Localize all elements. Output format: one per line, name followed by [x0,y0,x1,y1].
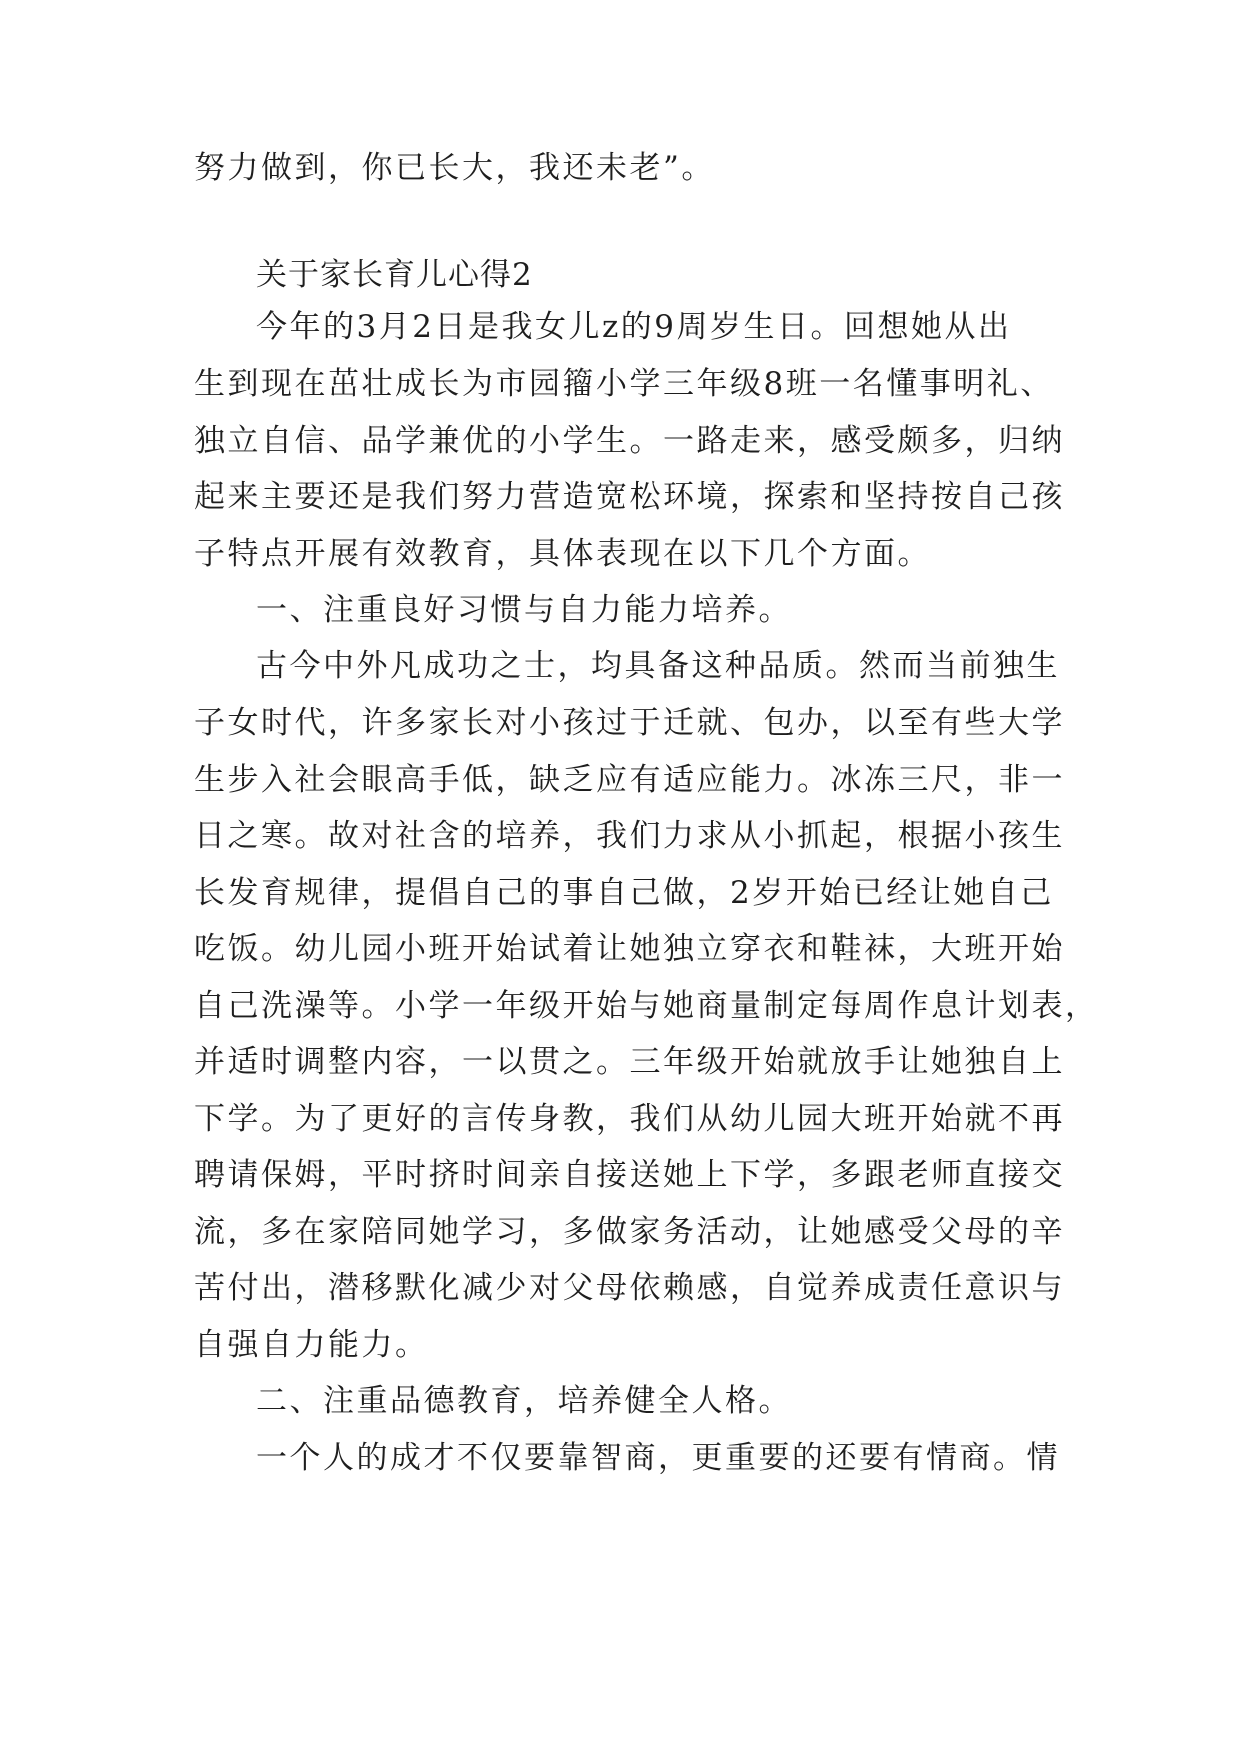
paragraph-line: 独立自信、品学兼优的小学生。一路走来，感受颇多，归纳 [194,423,1065,459]
paragraph-line: 流，多在家陪同她学习，多做家务活动，让她感受父母的辛 [194,1214,1065,1250]
paragraph-line: 下学。为了更好的言传身教，我们从幼儿园大班开始就不再 [194,1101,1065,1137]
paragraph-line: 生步入社会眼高手低，缺乏应有适应能力。冰冻三尺，非一 [194,762,1065,798]
paragraph-line: 聘请保姆，平时挤时间亲自接送她上下学，多跟老师直接交 [194,1157,1065,1193]
paragraph-line: 苦付出，潜移默化减少对父母依赖感，自觉养成责任意识与 [194,1270,1065,1306]
paragraph-line: 日之寒。故对社含的培养，我们力求从小抓起，根据小孩生 [194,818,1065,854]
section-heading: 一、注重良好习惯与自力能力培养。 [256,592,792,628]
paragraph-line: 古今中外凡成功之士，均具备这种品质。然而当前独生 [256,648,1060,684]
section-heading: 二、注重品德教育，培养健全人格。 [256,1383,792,1419]
paragraph-line: 生到现在茁壮成长为市园籀小学三年级8班一名懂事明礼、 [194,366,1054,402]
paragraph-line: 长发育规律，提倡自己的事自己做，2岁开始已经让她自己 [194,875,1054,911]
paragraph-line: 吃饭。幼儿园小班开始试着让她独立穿衣和鞋袜，大班开始 [194,931,1065,967]
paragraph-line: 自己洗澡等。小学一年级开始与她商量制定每周作息计划表， [194,988,1099,1024]
paragraph-line: 子特点开展有效教育，具体表现在以下几个方面。 [194,536,931,572]
paragraph-line: 努力做到，你已长大，我还未老”。 [194,150,715,186]
paragraph-line: 起来主要还是我们努力营造宽松环境，探索和坚持按自己孩 [194,479,1065,515]
paragraph-line: 一个人的成才不仅要靠智商，更重要的还要有情商。情 [256,1440,1060,1476]
paragraph-line: 自强自力能力。 [194,1327,429,1363]
paragraph-line: 子女时代，许多家长对小孩过于迁就、包办，以至有些大学 [194,705,1065,741]
paragraph-line: 今年的3月2日是我女儿z的9周岁生日。回想她从出 [256,309,1012,345]
section-title: 关于家长育儿心得2 [256,257,533,293]
paragraph-line: 并适时调整内容，一以贯之。三年级开始就放手让她独自上 [194,1044,1065,1080]
